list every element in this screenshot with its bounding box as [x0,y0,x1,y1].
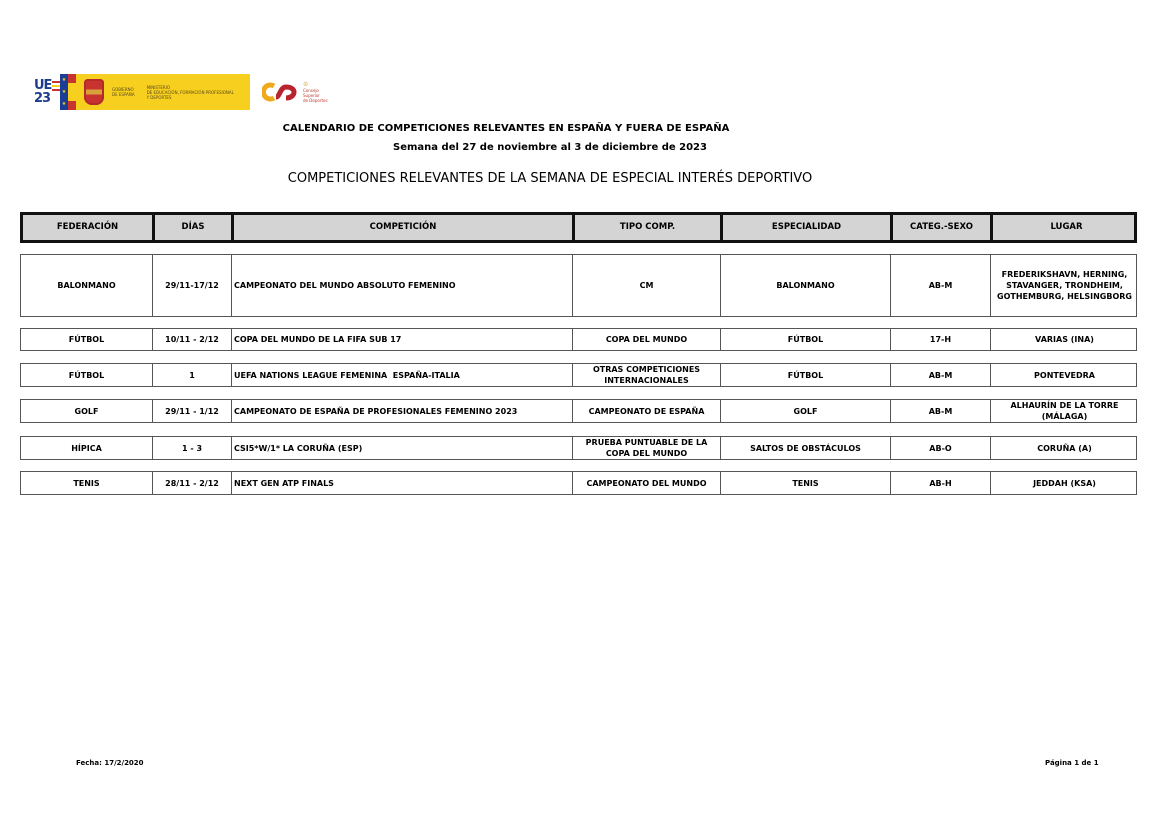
csd-line: Superior [303,92,320,98]
ministerio-line: Y DEPORTES [146,94,172,100]
column-header-especialidad: ESPECIALIDAD [723,215,893,240]
footer-date: Fecha: 17/2/2020 [76,759,144,767]
section-subtitle: COMPETICIONES RELEVANTES DE LA SEMANA DE ESPECIAL INTERÉS DEPORTIVO [287,171,813,186]
crown-icon: ♔ [303,80,309,88]
ministerio-line: DE EDUCACIÓN, FORMACIÓN PROFESIONAL [146,89,234,95]
cell-dias: 1 - 3 [153,437,232,459]
cell-competicion: COPA DEL MUNDO DE LA FIFA SUB 17 [232,329,573,350]
column-header-federacion: FEDERACIÓN [23,215,155,240]
cell-lugar: VARIAS (INA) [1035,335,1094,344]
cell-tipo: OTRAS COMPETICIONES INTERNACIONALES [573,364,721,386]
week-range: Semana del 27 de noviembre al 3 de diciembre de 2023 [393,142,707,153]
ministerio-text [147,85,234,100]
cell-dias: 1 [153,364,232,386]
ue23-logo [34,77,56,107]
gobierno-line: GOBIERNO [112,87,134,92]
cell-competicion: CSI5*W/1* LA CORUÑA (ESP) [232,437,573,459]
cell-lugar: CORUÑA (A) [1037,443,1092,453]
cell-categoria: AB-M [891,364,991,386]
page-number: Página 1 de 1 [1045,759,1099,767]
table-row [20,399,1137,423]
cell-lugar: JEDDAH (KSA) [1033,478,1096,488]
column-header-competicion: COMPETICIÓN [234,215,575,240]
document-title: CALENDARIO DE COMPETICIONES RELEVANTES EN ESPAÑA Y FUERA DE ESPAÑA [282,123,730,134]
cell-especialidad: GOLF [721,400,891,422]
cell-dias: 29/11 - 1/12 [153,400,232,422]
cell-federacion: HÍPICA [21,437,153,459]
column-header-dias: DÍAS [155,215,234,240]
cell-dias: 10/11 - 2/12 [153,329,232,350]
cell-tipo: CAMPEONATO DE ESPAÑA [573,400,721,422]
cell-categoria: AB-M [891,255,991,316]
cell-lugar: FREDERIKSHAVN, HERNING, STAVANGER, TRONDHEIM, GOTHEMBURG, HELSINGBORG [997,270,1132,301]
csd-mark-icon [262,82,300,102]
cell-federacion: TENIS [21,472,153,494]
cell-tipo: CAMPEONATO DEL MUNDO [573,472,721,494]
column-header-tipo: TIPO COMP. [575,215,723,240]
cell-categoria: 17-H [891,329,991,350]
table-row [20,254,1137,317]
cell-especialidad: FÚTBOL [721,364,891,386]
cell-competicion: NEXT GEN ATP FINALS [232,472,573,494]
gobierno-ministerio-logo [60,74,250,110]
eu-flag-icon: ★ ★ ★ [60,74,68,110]
cell-lugar: ALHAURÍN DE LA TORRE (MÁLAGA) [1010,401,1119,421]
column-header-lugar: LUGAR [1050,222,1083,232]
gobierno-line: DE ESPAÑA [112,92,135,97]
table-row [20,363,1137,387]
table-row [20,436,1137,460]
ue23-logo-bottom: 23 [34,91,51,106]
cell-tipo: CM [573,255,721,316]
cell-tipo: PRUEBA PUNTUABLE DE LA COPA DEL MUNDO [573,437,721,459]
cell-categoria: AB-O [891,437,991,459]
column-header-categoria: CATEG.-SEXO [893,215,993,240]
cell-competicion: UEFA NATIONS LEAGUE FEMENINA ESPAÑA-ITALIA [232,364,573,386]
coat-of-arms-icon [84,79,104,105]
cell-categoria: AB-M [891,400,991,422]
table-row [20,328,1137,351]
cell-especialidad: FÚTBOL [721,329,891,350]
flags-icon [60,74,76,110]
cell-competicion: CAMPEONATO DE ESPAÑA DE PROFESIONALES FEMENINO 2023 [232,400,573,422]
cell-federacion: FÚTBOL [21,364,153,386]
cell-federacion: FÚTBOL [21,329,153,350]
cell-lugar: PONTEVEDRA [1034,370,1095,380]
cell-dias: 29/11-17/12 [153,255,232,316]
logo-bar [34,74,328,110]
ue23-logo-top: UE [34,78,52,93]
cell-especialidad: BALONMANO [721,255,891,316]
csd-logo [262,82,328,103]
cell-especialidad: TENIS [721,472,891,494]
table-row [20,471,1137,495]
cell-competicion: CAMPEONATO DEL MUNDO ABSOLUTO FEMENINO [232,255,573,316]
cell-federacion: GOLF [21,400,153,422]
csd-line: de Deportes [303,97,328,103]
table-header-row [20,212,1137,243]
cell-dias: 28/11 - 2/12 [153,472,232,494]
ministerio-line: MINISTERIO [146,84,170,90]
cell-tipo: COPA DEL MUNDO [573,329,721,350]
csd-text [303,82,328,103]
csd-line: Consejo [303,87,319,93]
gobierno-text [112,87,135,97]
cell-federacion: BALONMANO [21,255,153,316]
cell-especialidad: SALTOS DE OBSTÁCULOS [721,437,891,459]
cell-categoria: AB-H [891,472,991,494]
spain-flag-icon [68,74,76,110]
